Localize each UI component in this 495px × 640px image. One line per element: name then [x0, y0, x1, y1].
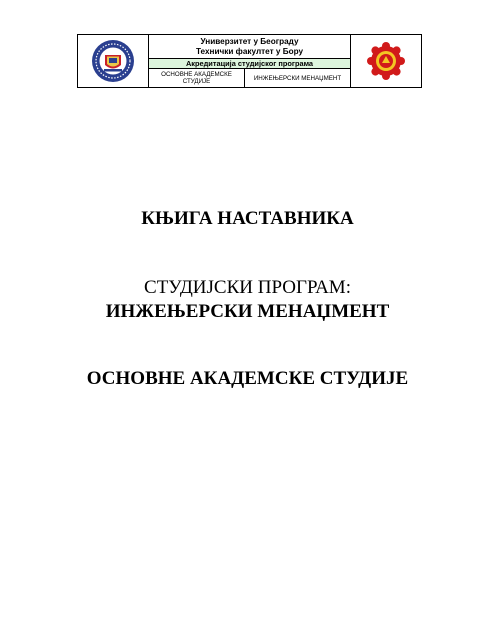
university-name: Универзитет у Београду	[200, 37, 299, 46]
program-label: СТУДИЈСКИ ПРОГРАМ:	[144, 277, 351, 298]
faculty-emblem-icon	[366, 41, 406, 81]
study-level-title: ОСНОВНЕ АКАДЕМСКЕ СТУДИЈЕ	[86, 368, 409, 389]
study-level-cell: ОСНОВНЕ АКАДЕМСКЕ СТУДИЈЕ	[149, 69, 245, 87]
header-table	[77, 34, 422, 88]
faculty-name: Технички факултет у Бору	[195, 47, 304, 56]
accreditation-label: Акредитација студијског програма	[149, 58, 350, 69]
program-name: ИНЖЕЊЕРСКИ МЕНАЏМЕНТ	[105, 301, 390, 322]
header-bottom-row	[149, 69, 350, 87]
program-cell: ИНЖЕЊЕРСКИ МЕНАЏМЕНТ	[253, 74, 342, 82]
right-logo-cell	[350, 35, 421, 87]
header-info	[149, 35, 350, 87]
university-seal-icon	[91, 39, 135, 83]
left-logo-cell	[78, 35, 149, 87]
document-title: КЊИГА НАСТАВНИКА	[141, 208, 354, 229]
